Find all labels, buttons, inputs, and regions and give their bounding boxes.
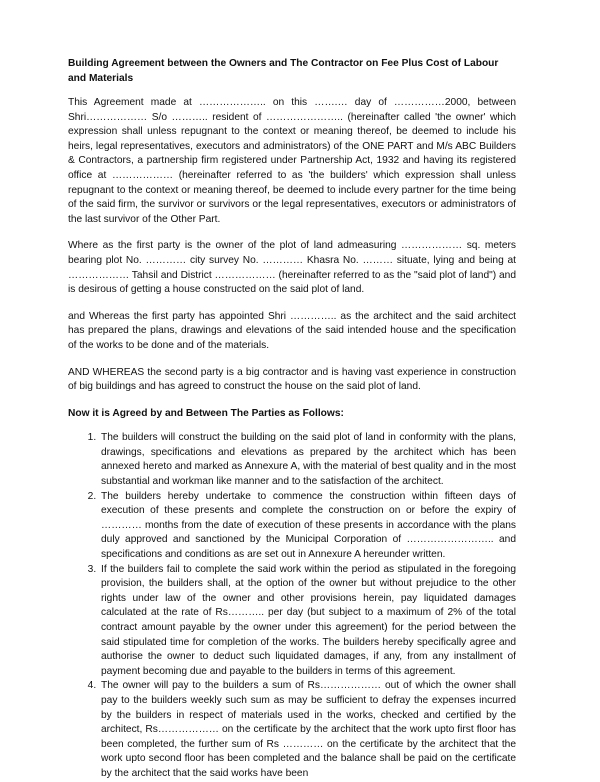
agreement-preamble-paragraph: This Agreement made at ……………….. on this …….… day of ……………2000, between Shri……………… S/o ……….. resident of ………………….. (hereinafter called 'the owner' which expression shall unless repugnant to the context or meaning thereof, be deemed to include his heirs, legal representatives, executors and administrators) of the ONE PART and M/s ABC Builders & Contractors, a partnership firm registered under Partnership Act, 1932 and having its registered office at ……………… (hereinafter referred to as 'the builders' which expression shall unless repugnant to the context or meaning thereof, be deemed to include every partner for the time being of the said firm, the survivor or survivors or the legal representatives, executors or administrators of the last survivor of the Other Part.	[68, 97, 516, 225]
clause-item-3: 3. If the builders fail to complete the said work within the period as stipulated in the foregoing provision, the builders shall, at the option of the owner but without prejudice to the other rights under law of the owner and other provisions herein, pay liquidated damages calculated at the rate of Rs……….. per day (but subject to a maximum of 2% of the total contract amount payable by the owner under this agreement) for the period between the said stipulated time for completion of the works. The builders hereby specifically agree and authorise the owner to deduct such liquidated damages, if any, from any installment of payment becoming due and payable to the builders in terms of this agreement.	[99, 563, 516, 680]
document-title: Building Agreement between the Owners and The Contractor on Fee Plus Cost of Labour and Materials	[68, 58, 499, 84]
clause-item-4: 4. The owner will pay to the builders a sum of Rs……………… out of which the owner shall pay to the builders weekly such sum as may be sufficient to defray the expenses incurred by the builders in respect of materials used in the works, checked and certified by the architect, Rs……………… on the certificate by the architect that the work upto first floor has been completed, the further sum of Rs ………… on the certificate by the architect that the work upto second floor has been completed and the balance shall be paid on the certificate by the architect that the said works have been	[99, 679, 516, 781]
clause-item-1: 1. The builders will construct the building on the said plot of land in conformity with the plans, drawings, specifications and elevations as prepared by the architect which has been annexed hereto and marked as Annexure A, with the material of best quality and in the most substantial and workman like manner and to the satisfaction of the architect.	[99, 431, 516, 489]
clause-item-2: 2. The builders hereby undertake to commence the construction within fifteen days of execution of these presents and complete the construction on or before the expiry of ………… months from the date of execution of these presents in accordance with the plans duly approved and sanctioned by the Municipal Corporation of …………………….. and specifications and conditions as are set out in Annexure A hereunder written.	[99, 490, 516, 563]
contractor-recital-paragraph: AND WHEREAS the second party is a big contractor and is having vast experience in construction of big buildings and has agreed to construct the house on the said plot of land.	[68, 366, 516, 393]
plot-recital-paragraph: Where as the first party is the owner of the plot of land admeasuring ……………… sq. meters bearing plot No. ………… city survey No. ………… Khasra No. ……… situate, lying and being at ……………… Tahsil and District ……………… (hereinafter referred to as the "said plot of land") and is desirous of getting a house constructed on the said plot of land.	[68, 240, 516, 296]
clause-list	[68, 431, 516, 781]
architect-recital-paragraph: and Whereas the first party has appointed Shri ………….. as the architect and the said architect has prepared the plans, drawings and elevations of the said intended house and the specification of the works to be done and of the materials.	[68, 310, 516, 351]
section-heading: Now it is Agreed by and Between The Parties as Follows:	[68, 407, 344, 419]
